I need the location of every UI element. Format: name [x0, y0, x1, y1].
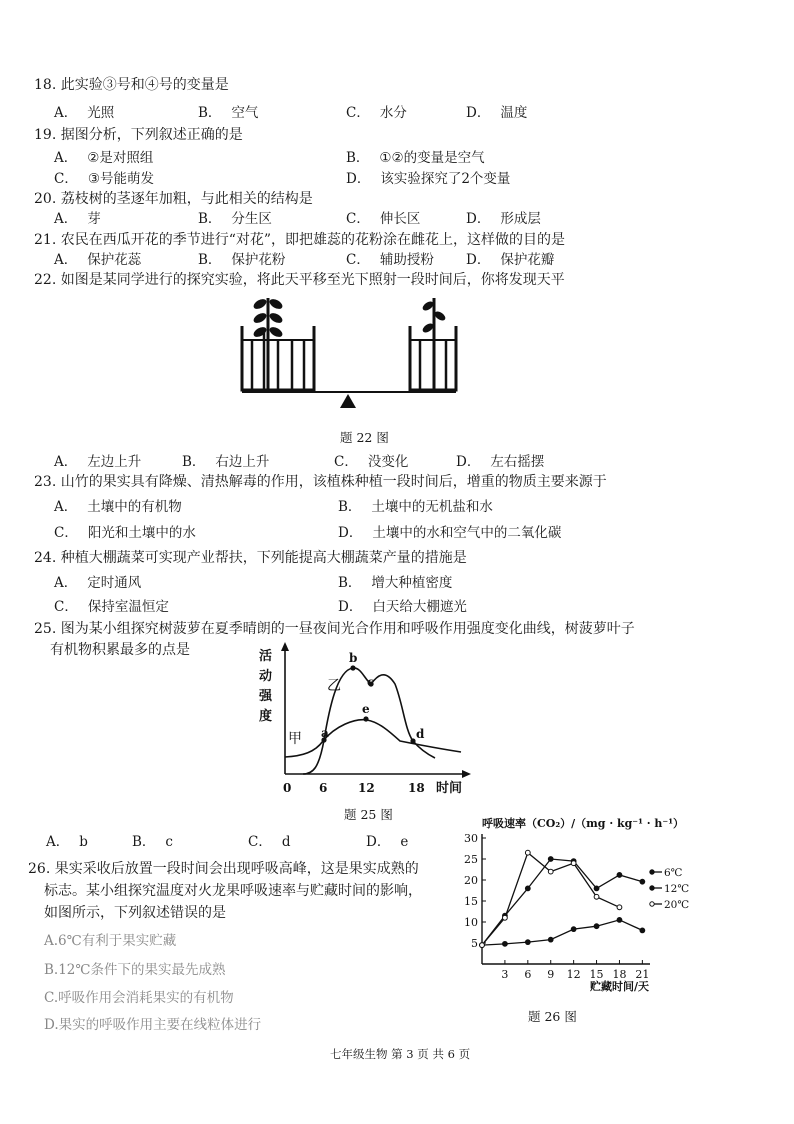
fig26-point-0-4 [571, 927, 576, 932]
fig26-point-2-0 [480, 943, 485, 948]
q26-stem-line1: 26. 果实采收后放置一段时间会出现呼吸高峰，这是果实成熟的 [28, 861, 419, 877]
q19-stem: 19. 据图分析，下列叙述正确的是 [34, 127, 243, 143]
fig25-caption: 题 25 图 [344, 807, 393, 822]
fig26-caption: 题 26 图 [528, 1009, 577, 1024]
q18-option-b: B． 空气 [198, 105, 259, 121]
fig25-ylabel-2: 动 [259, 669, 273, 684]
q20-option-c: C． 伸长区 [346, 211, 421, 227]
q26-option-c: C.呼吸作用会消耗果实的有机物 [44, 990, 234, 1006]
fig26-point-2-6 [617, 905, 622, 910]
fig26-point-1-6 [617, 873, 622, 878]
fig26-point-0-7 [640, 928, 645, 933]
q23-option-b: B． 土壤中的无机盐和水 [338, 499, 493, 515]
fig26-legend-label-2: 20℃ [664, 899, 690, 911]
fig26-legend-marker-1 [650, 886, 654, 890]
fig25-respiration-curve [285, 720, 461, 757]
fig25-point-b: b [349, 651, 358, 665]
fig26-point-2-3 [548, 869, 553, 874]
fig26-ytick-label: 25 [464, 853, 478, 866]
fig26-ylabel: 呼吸速率（CO₂）/（mg · kg⁻¹ · h⁻¹） [482, 817, 685, 830]
fig26-point-0-3 [548, 937, 553, 942]
q22-option-a: A． 左边上升 [54, 454, 142, 470]
q18-option-a: A． 光照 [54, 105, 115, 121]
page-footer: 七年级生物 第 3 页 共 6 页 [330, 1047, 471, 1061]
fig26-legend-label-0: 6℃ [664, 867, 683, 879]
fig26-xtick-label: 12 [566, 968, 581, 981]
fig26-point-0-1 [503, 941, 508, 946]
q19-option-d: D． 该实验探究了2个变量 [346, 171, 511, 187]
fig25-xtick-18: 18 [408, 781, 425, 795]
fig26-point-0-2 [525, 940, 530, 945]
fig26-xtick-label: 18 [612, 968, 627, 981]
q22-stem: 22. 如图是某同学进行的探究实验，将此天平移至光下照射一段时间后，你将发现天平 [34, 272, 565, 288]
fig25-ylabel-4: 度 [259, 709, 273, 724]
fig25-label-jia: 甲 [288, 731, 302, 747]
q26-stem-line3: 如图所示，下列叙述错误的是 [44, 905, 226, 921]
fig26-point-2-5 [594, 894, 599, 899]
q26-option-a: A.6℃有利于果实贮藏 [44, 933, 177, 949]
fig26-point-1-3 [548, 857, 553, 862]
q18-stem: 18. 此实验③号和④号的变量是 [34, 77, 229, 93]
q22-option-c: C． 没变化 [334, 454, 409, 470]
q25-option-c: C． d [248, 834, 291, 850]
fig26-ytick-label: 15 [464, 895, 478, 908]
fig26-ytick-label: 5 [471, 937, 478, 950]
fig22-caption: 题 22 图 [340, 430, 389, 445]
fig25-point-d: d [416, 727, 425, 741]
fig25-xtick-6: 6 [319, 781, 328, 795]
fig26-ytick-label: 20 [464, 874, 478, 887]
fig25-ylabel-3: 强 [259, 689, 273, 704]
balance-diagram [230, 292, 470, 412]
fig26-point-1-5 [594, 886, 599, 891]
q18-option-d: D． 温度 [466, 105, 528, 121]
q22-option-b: B． 右边上升 [182, 454, 270, 470]
fig25-xlabel: 时间 [436, 781, 463, 796]
q23-option-c: C． 阳光和土壤中的水 [54, 525, 196, 541]
q25-stem-line2: 有机物积累最多的点是 [50, 642, 190, 658]
q21-option-c: C． 辅助授粉 [346, 252, 434, 268]
q20-option-d: D． 形成层 [466, 211, 541, 227]
fig26-xlabel: 贮藏时间/天 [590, 980, 650, 993]
fig25-xtick-0: 0 [283, 781, 292, 795]
fig26-ytick-label: 10 [464, 916, 478, 929]
fig26-point-0-6 [617, 918, 622, 923]
fig26-point-2-1 [503, 915, 508, 920]
fig26-chart [462, 812, 692, 1002]
fig26-series-line-1 [482, 859, 642, 945]
fig25-label-yi: 乙 [327, 678, 341, 694]
q20-option-a: A． 芽 [54, 211, 101, 227]
q21-option-a: A． 保护花蕊 [54, 252, 142, 268]
q24-option-a: A． 定时通风 [54, 575, 142, 591]
fig26-point-1-7 [640, 879, 645, 884]
q25-option-b: B． c [132, 834, 173, 850]
q23-option-d: D． 土壤中的水和空气中的二氧化碳 [338, 525, 562, 541]
q21-option-b: B． 保护花粉 [198, 252, 286, 268]
fig25-xtick-12: 12 [358, 781, 375, 795]
fig26-point-2-4 [571, 861, 576, 866]
balance-pivot [340, 394, 356, 408]
fig26-point-1-2 [525, 886, 530, 891]
q26-option-b: B.12℃条件下的果实最先成熟 [44, 962, 226, 978]
fig26-xtick-label: 21 [635, 968, 650, 981]
fig25-point-e: e [362, 702, 370, 716]
fig26-xtick-label: 9 [547, 968, 555, 981]
fig26-xtick-label: 3 [501, 968, 509, 981]
fig26-legend-marker-2 [650, 902, 654, 906]
fig26-xtick-label: 15 [589, 968, 604, 981]
q23-stem: 23. 山竹的果实具有降燥、清热解毒的作用，该植株种植一段时间后，增重的物质主要来源于 [34, 474, 607, 490]
q26-stem-line2: 标志。某小组探究温度对火龙果呼吸速率与贮藏时间的影响， [44, 883, 422, 899]
q24-stem: 24. 种植大棚蔬菜可实现产业帮扶，下列能提高大棚蔬菜产量的措施是 [34, 550, 467, 566]
fig26-xtick-label: 6 [524, 968, 532, 981]
q19-option-a: A． ②是对照组 [54, 150, 154, 166]
q25-option-a: A． b [46, 834, 88, 850]
q20-option-b: B． 分生区 [198, 211, 272, 227]
q18-option-c: C． 水分 [346, 105, 407, 121]
q19-option-c: C． ③号能萌发 [54, 171, 154, 187]
fig26-series-line-2 [482, 853, 619, 945]
q21-stem: 21. 农民在西瓜开花的季节进行“对花”，即把雄蕊的花粉涂在雌花上，这样做的目的是 [34, 232, 566, 248]
fig25-point-c: c [367, 675, 375, 689]
fig26-legend-marker-0 [650, 870, 654, 874]
fig25-ylabel-1: 活 [259, 649, 273, 664]
q26-option-d: D.果实的呼吸作用主要在线粒体进行 [44, 1017, 262, 1033]
fig26-point-0-5 [594, 924, 599, 929]
fig26-point-2-2 [525, 850, 530, 855]
fig26-ytick-label: 30 [464, 832, 478, 845]
q19-option-b: B． ①②的变量是空气 [346, 150, 485, 166]
q22-option-d: D． 左右摇摆 [456, 454, 545, 470]
q25-option-d: D． e [366, 834, 409, 850]
fig25-point-a: a [321, 726, 329, 740]
q21-option-d: D． 保护花瓣 [466, 252, 555, 268]
q25-stem-line1: 25. 图为某小组探究树菠萝在夏季晴朗的一昼夜间光合作用和呼吸作用强度变化曲线，树菠萝叶子 [34, 621, 635, 637]
q24-option-c: C． 保持室温恒定 [54, 599, 169, 615]
q24-option-b: B． 增大种植密度 [338, 575, 453, 591]
fig26-legend-label-1: 12℃ [664, 883, 690, 895]
q20-stem: 20. 荔枝树的茎逐年加粗，与此相关的结构是 [34, 191, 313, 207]
fig25-graph [255, 640, 480, 805]
q24-option-d: D． 白天给大棚遮光 [338, 599, 467, 615]
q23-option-a: A． 土壤中的有机物 [54, 499, 182, 515]
